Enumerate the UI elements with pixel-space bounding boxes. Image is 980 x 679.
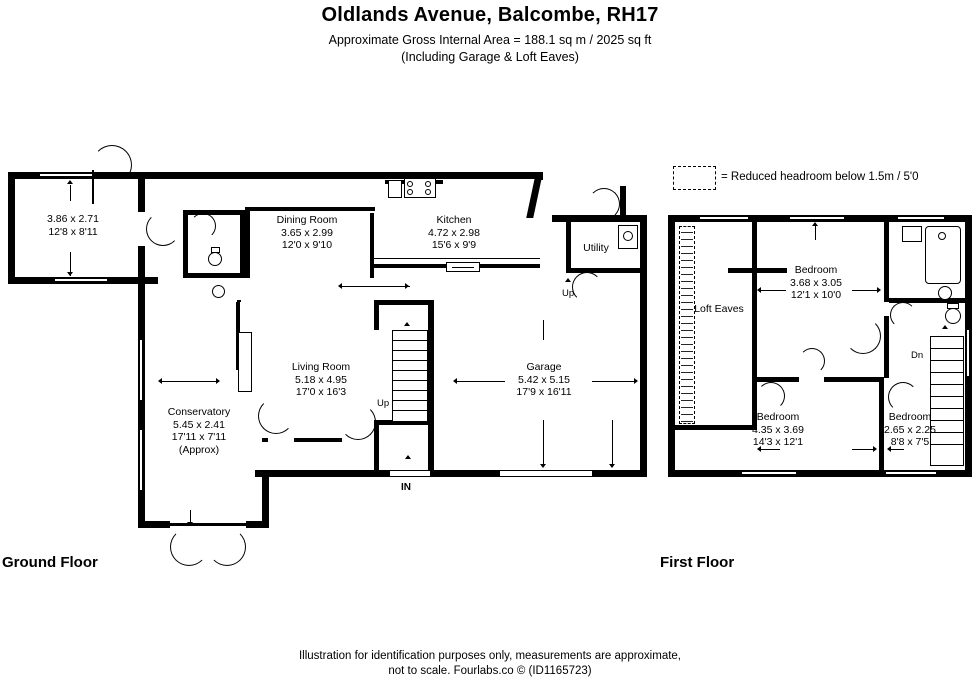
hob-burner-icon [407, 189, 413, 195]
entrance-label: IN [401, 482, 411, 493]
room-loft-eaves [688, 303, 750, 316]
entrance-door [390, 470, 430, 477]
door-arc [888, 382, 918, 412]
room-dim-imperial: 17'9 x 16'11 [516, 386, 572, 399]
room-dim-metric: 4.72 x 2.98 [428, 226, 480, 239]
cistern-icon [211, 247, 220, 253]
door-arc [572, 272, 602, 302]
hob-burner-icon [425, 189, 431, 195]
wall [370, 213, 374, 278]
conservatory-doors [170, 523, 246, 526]
cistern-icon [947, 303, 959, 309]
window [742, 471, 796, 475]
wall [138, 246, 145, 284]
room-dim-imperial: 14'3 x 12'1 [752, 436, 804, 449]
door-arc [146, 212, 180, 246]
footer-disclaimer-line1: Illustration for identification purposes only, measurements are approximate, [298, 650, 682, 662]
wall [668, 215, 675, 477]
legend-label: = Reduced headroom below 1.5m / 5'0 [721, 171, 919, 183]
down-arrow-icon [942, 325, 948, 329]
room-dim-imperial: 12'0 x 9'10 [281, 239, 333, 252]
door-arc [92, 145, 132, 185]
room-dim-metric: 5.18 x 4.95 [295, 373, 347, 386]
counter-edge [374, 258, 540, 259]
stair-step [393, 360, 428, 361]
window [898, 216, 944, 220]
room-garage [485, 361, 603, 399]
garage-door [500, 470, 592, 477]
wall [245, 207, 375, 211]
up-label-living: Up [377, 398, 390, 409]
window [790, 216, 844, 220]
room-dining [250, 214, 364, 252]
wall [374, 425, 379, 470]
door-arc [890, 302, 916, 328]
wall [183, 210, 188, 278]
dimension-arrow-icon [158, 378, 162, 384]
dimension-line [612, 420, 613, 466]
up-arrow-icon [404, 322, 410, 326]
door-arc [340, 404, 376, 440]
door-arc [845, 318, 881, 354]
toilet-icon [945, 308, 961, 324]
room-utility [564, 242, 628, 255]
window [55, 278, 107, 282]
wall [294, 438, 342, 442]
room-living [258, 361, 384, 399]
wall [145, 172, 543, 179]
room-kitchen [398, 214, 510, 252]
dimension-arrow-icon [634, 378, 638, 384]
window [966, 330, 970, 376]
stair-step [393, 410, 428, 411]
up-label-kitchen: Up [562, 288, 575, 299]
room-dim-imperial: 17'0 x 16'3 [295, 386, 347, 399]
stair-step [931, 396, 964, 397]
stair-step [931, 408, 964, 409]
basin-icon [938, 286, 952, 300]
door-arc [208, 528, 246, 566]
toilet-icon [208, 252, 222, 266]
wall [262, 470, 269, 528]
dimension-line [543, 320, 544, 340]
shower-icon [902, 226, 922, 242]
dimension-arrow-icon [67, 180, 73, 184]
bath-tap-icon [938, 232, 946, 240]
room-name: Conservatory [167, 406, 231, 418]
room-bedroom-three [855, 411, 965, 449]
room-dim-metric: 3.65 x 2.99 [281, 226, 333, 239]
dimension-line [160, 381, 218, 382]
sink-divider [452, 267, 474, 268]
wall [188, 273, 245, 278]
window [40, 173, 92, 177]
room-dim-metric: 3.86 x 2.71 [47, 213, 99, 225]
room-dim-metric: 4.35 x 3.69 [752, 423, 804, 436]
wall [752, 222, 757, 370]
wall [620, 186, 626, 216]
entrance-arrow-icon [405, 455, 411, 459]
door-arc [190, 213, 216, 239]
room-dim-imperial: 8'8 x 7'5 [890, 436, 930, 449]
dimension-line [890, 449, 904, 450]
stair-step [931, 360, 964, 361]
window [700, 216, 748, 220]
wall [884, 316, 889, 378]
basin-icon [212, 285, 225, 298]
stair-step [393, 340, 428, 341]
dimension-arrow-icon [540, 464, 546, 468]
door-arc [799, 348, 825, 374]
room-bedroom-two [722, 411, 834, 449]
wall [428, 300, 434, 470]
room-name: Loft Eaves [694, 303, 744, 315]
wall [138, 521, 170, 528]
footer-disclaimer-line2: not to scale. Fourlabs.co © (ID1165723) [388, 665, 592, 677]
dimension-arrow-icon [609, 464, 615, 468]
room-name: Bedroom [888, 411, 932, 423]
wall [8, 172, 15, 284]
hatch-fill [681, 228, 693, 422]
dimension-line [815, 226, 816, 240]
dimension-arrow-icon [216, 378, 220, 384]
room-bedroom-main [760, 264, 872, 302]
dimension-arrow-icon [67, 272, 73, 276]
door-arc [588, 188, 620, 220]
window [886, 471, 936, 475]
stair-step [393, 380, 428, 381]
room-front-room [18, 213, 128, 238]
door-leaf [92, 170, 94, 204]
wall [884, 222, 889, 302]
wall [566, 268, 642, 273]
room-dim-metric: 5.42 x 5.15 [518, 373, 570, 386]
dimension-arrow-icon [405, 283, 409, 289]
room-dim-imperial: 12'8 x 8'11 [48, 225, 98, 238]
stair-step [931, 348, 964, 349]
room-dim-metric: 3.68 x 3.05 [790, 276, 842, 289]
appliance-icon [388, 180, 402, 198]
stair-step [393, 350, 428, 351]
dimension-arrow-icon [453, 378, 457, 384]
up-arrow-icon [565, 278, 571, 282]
staircase [392, 330, 428, 422]
window [139, 340, 143, 400]
cupboard [238, 332, 252, 392]
room-name: Kitchen [436, 214, 472, 226]
stair-step [393, 400, 428, 401]
room-name: Bedroom [794, 264, 838, 276]
stair-step [393, 390, 428, 391]
room-dim-metric: 5.45 x 2.41 [173, 418, 225, 431]
room-dim-metric: 2.65 x 2.25 [884, 423, 936, 436]
dimension-line [70, 185, 71, 201]
wall [374, 300, 434, 305]
dimension-arrow-icon [877, 287, 881, 293]
hob-burner-icon [407, 181, 413, 187]
wall [757, 377, 799, 382]
dimension-arrow-icon [338, 283, 342, 289]
room-name: Living Room [291, 361, 351, 373]
door-arc [170, 528, 208, 566]
wall [728, 268, 756, 273]
room-name: Bedroom [756, 411, 800, 423]
room-dim-imperial: 15'6 x 9'9 [431, 239, 477, 252]
dimension-line [543, 420, 544, 466]
wall [262, 438, 268, 442]
ground-floor-label: Ground Floor [2, 554, 98, 571]
room-name: Garage [526, 361, 562, 373]
wall [640, 215, 647, 477]
room-dim-imperial: 12'1 x 10'0 [790, 289, 842, 302]
wall [138, 172, 145, 212]
legend-swatch [673, 166, 716, 190]
room-dim-note: (Approx) [178, 443, 220, 456]
wall [824, 377, 884, 382]
dimension-arrow-icon [812, 222, 818, 226]
room-name: Utility [583, 242, 609, 254]
door-arc [258, 398, 294, 434]
first-floor-label: First Floor [660, 554, 735, 571]
room-conservatory [143, 406, 255, 456]
dimension-line [340, 286, 410, 287]
page-title: Oldlands Avenue, Balcombe, RH17 [321, 4, 659, 26]
door-arc [757, 382, 785, 410]
room-dim-imperial: 17'11 x 7'11 [171, 431, 227, 444]
stair-step [931, 384, 964, 385]
washer-drum-icon [623, 231, 633, 241]
stair-step [393, 370, 428, 371]
dimension-arrow-icon [187, 522, 193, 526]
area-note: (Including Garage & Loft Eaves) [401, 50, 579, 64]
wall [183, 210, 243, 215]
hob-burner-icon [425, 181, 431, 187]
dn-label: Dn [911, 350, 924, 361]
dimension-line [760, 449, 780, 450]
area-subtitle: Approximate Gross Internal Area = 188.1 sq m / 2025 sq ft [328, 33, 652, 47]
stair-step [931, 372, 964, 373]
room-name: Dining Room [276, 214, 338, 226]
wall [374, 300, 379, 330]
